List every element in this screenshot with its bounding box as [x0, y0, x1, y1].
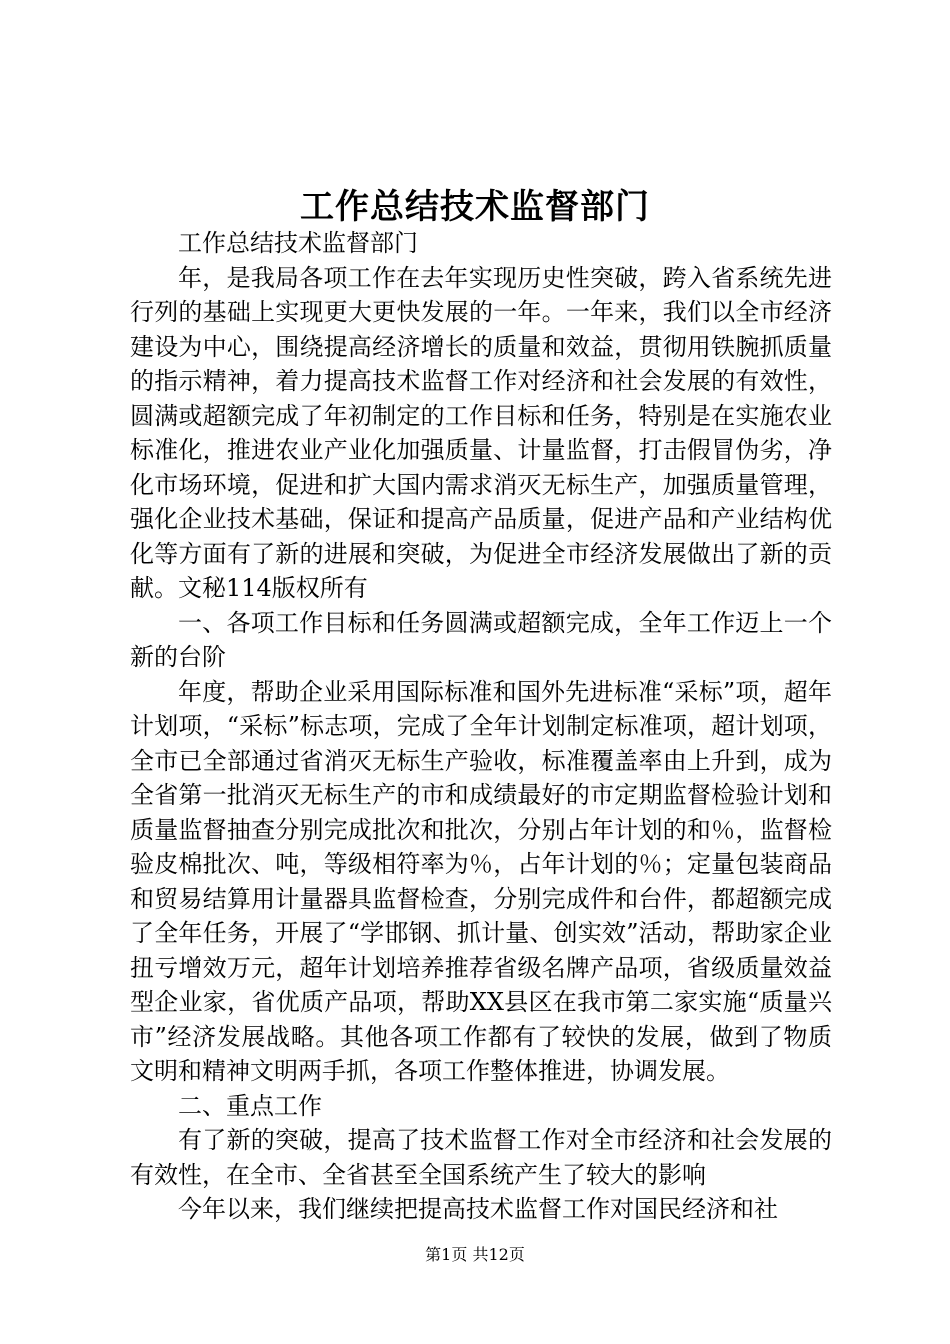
page-number: 第1页	[425, 1245, 468, 1264]
paragraph-achievements: 年度，帮助企业采用国际标准和国外先进标准“采标”项，超年计划项，“采标”标志项，完成了全年计划制定标准项，超计划项，全市已全部通过省消灭无标生产验收，标准覆盖率由上升到，成为全省第一批消灭无标生产的市和成绩最好的市定期监督检验计划和质量监督抽查分别完成批次和批次，分别占年计划的和％，监督检验皮棉批次、吨，等级相符率为％，占年计划的％；定量包装商品和贸易结算用计量器具监督检查，分别完成件和台件，都超额完成了全年任务，开展了“学邯钢、抓计量、创实效”活动，帮助家企业扭亏增效万元，超年计划培养推荐省级名牌产品项，省级质量效益型企业家，省优质产品项，帮助XX县区在我市第二家实施“质量兴市”经济发展战略。其他各项工作都有了较快的发展，做到了物质文明和精神文明两手抓，各项工作整体推进，协调发展。	[130, 677, 832, 1085]
paragraph-breakthrough: 有了新的突破，提高了技术监督工作对全市经济和社会发展的有效性，在全市、全省甚至全国系统产生了较大的影响	[130, 1126, 832, 1189]
paragraph-heading-1: 一、各项工作目标和任务圆满或超额完成，全年工作迈上一个新的台阶	[130, 608, 832, 671]
page-total: 共12页	[472, 1245, 525, 1264]
document-body	[130, 226, 832, 1227]
paragraph-subtitle: 工作总结技术监督部门	[178, 229, 418, 257]
paragraph-heading-2: 二、重点工作	[178, 1091, 322, 1120]
page-footer	[0, 1244, 950, 1266]
paragraph-intro: 年，是我局各项工作在去年实现历史性突破，跨入省系统先进行列的基础上实现更大更快发展的一年。一年来，我们以全市经济建设为中心，围绕提高经济增长的质量和效益，贯彻用铁腕抓质量的指示精神，着力提高技术监督工作对经济和社会发展的有效性，圆满或超额完成了年初制定的工作目标和任务，特别是在实施农业标准化，推进农业产业化加强质量、计量监督，打击假冒伪劣，净化市场环境，促进和扩大国内需求消灭无标生产，加强质量管理，强化企业技术基础，保证和提高产品质量，促进产品和产业结构优化等方面有了新的进展和突破，为促进全市经济发展做出了新的贡献。文秘114版权所有	[130, 263, 832, 602]
paragraph-continuation: 今年以来，我们继续把提高技术监督工作对国民经济和社	[178, 1195, 778, 1223]
document-title: 工作总结技术监督部门	[300, 187, 650, 227]
